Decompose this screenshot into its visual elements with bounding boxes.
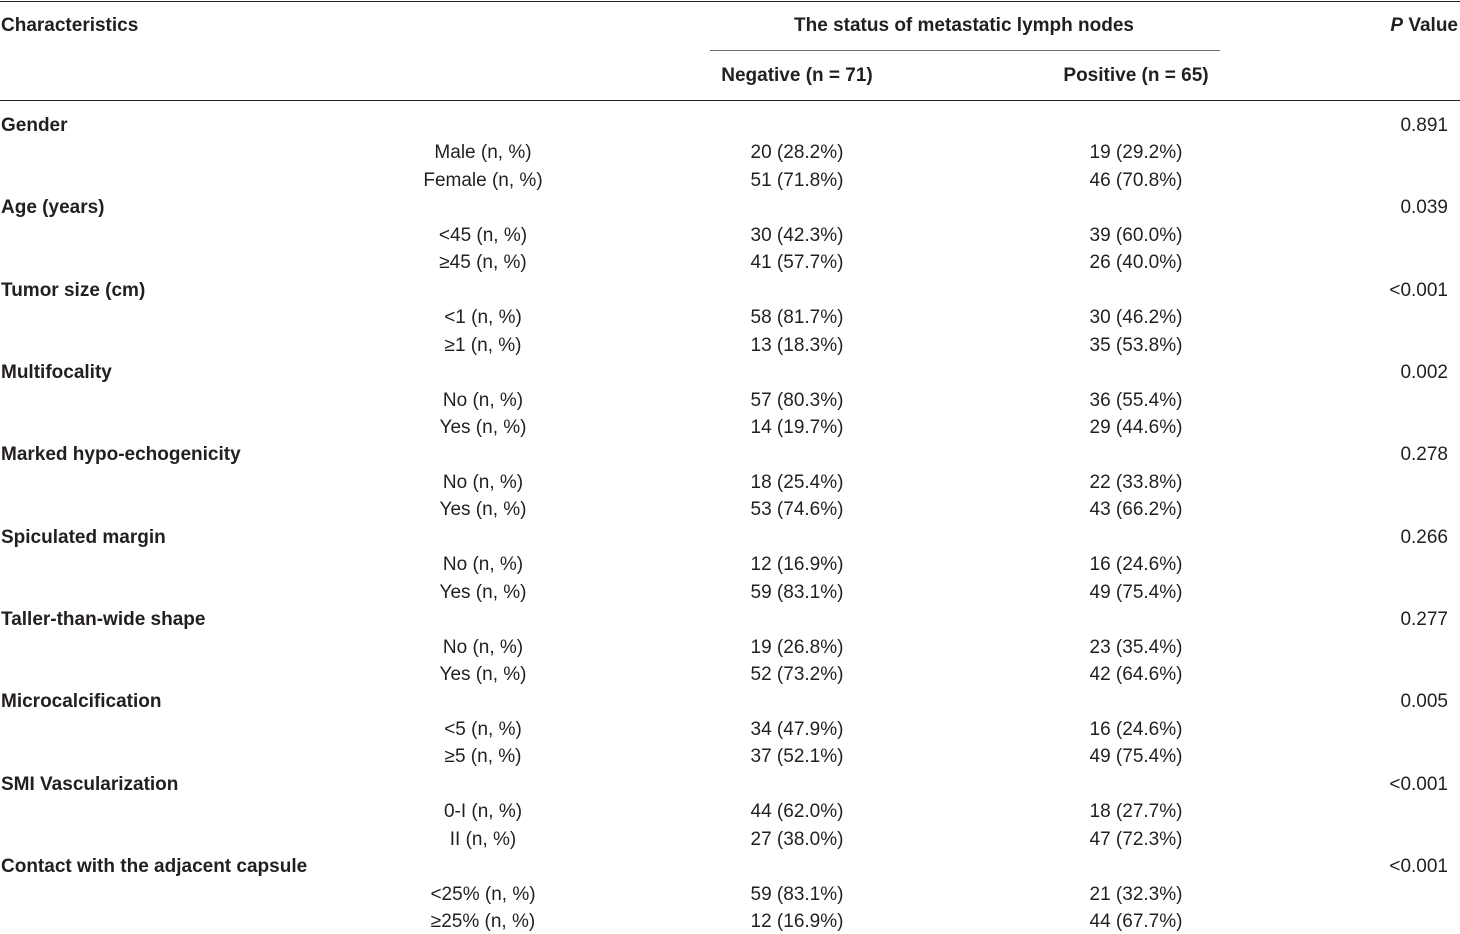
header-p-letter: P [1390, 15, 1404, 36]
p-value: 0.278 [1400, 444, 1448, 465]
subgroup-label: Yes (n, %) [439, 582, 527, 603]
p-value: 0.277 [1400, 609, 1448, 630]
positive-value: 21 (32.3%) [1089, 884, 1183, 905]
p-value: 0.005 [1400, 691, 1448, 712]
negative-value: 52 (73.2%) [750, 664, 844, 685]
category-label: Marked hypo-echogenicity [1, 444, 241, 465]
positive-value: 16 (24.6%) [1089, 719, 1183, 740]
p-value: 0.266 [1400, 527, 1448, 548]
negative-value: 13 (18.3%) [750, 335, 844, 356]
positive-value: 29 (44.6%) [1089, 417, 1183, 438]
positive-value: 46 (70.8%) [1089, 170, 1183, 191]
positive-value: 43 (66.2%) [1089, 499, 1183, 520]
subgroup-label: Yes (n, %) [439, 417, 527, 438]
subgroup-label: <5 (n, %) [444, 719, 522, 740]
positive-value: 16 (24.6%) [1089, 554, 1183, 575]
header-value-word: Value [1403, 15, 1458, 36]
negative-value: 14 (19.7%) [750, 417, 844, 438]
category-label: Contact with the adjacent capsule [1, 856, 308, 877]
positive-value: 49 (75.4%) [1089, 746, 1183, 767]
p-value: 0.002 [1400, 362, 1448, 383]
positive-value: 42 (64.6%) [1089, 664, 1183, 685]
negative-value: 59 (83.1%) [750, 582, 844, 603]
positive-value: 49 (75.4%) [1089, 582, 1183, 603]
positive-value: 26 (40.0%) [1089, 252, 1183, 273]
positive-value: 18 (27.7%) [1089, 801, 1183, 822]
category-label: Microcalcification [1, 691, 162, 712]
header-positive: Positive (n = 65) [1063, 65, 1209, 86]
subgroup-label: ≥1 (n, %) [444, 335, 522, 356]
negative-value: 20 (28.2%) [750, 142, 844, 163]
negative-value: 44 (62.0%) [750, 801, 844, 822]
subgroup-label: II (n, %) [449, 829, 517, 850]
header-characteristics: Characteristics [1, 15, 139, 36]
positive-value: 23 (35.4%) [1089, 637, 1183, 658]
positive-value: 47 (72.3%) [1089, 829, 1183, 850]
header-negative: Negative (n = 71) [721, 65, 873, 86]
positive-value: 22 (33.8%) [1089, 472, 1183, 493]
positive-value: 30 (46.2%) [1089, 307, 1183, 328]
positive-value: 39 (60.0%) [1089, 225, 1183, 246]
negative-value: 27 (38.0%) [750, 829, 844, 850]
category-label: Age (years) [1, 197, 105, 218]
subgroup-label: No (n, %) [442, 390, 524, 411]
negative-value: 12 (16.9%) [750, 554, 844, 575]
category-label: Tumor size (cm) [1, 280, 146, 301]
negative-value: 12 (16.9%) [750, 911, 844, 932]
subgroup-label: ≥45 (n, %) [439, 252, 527, 273]
category-label: SMI Vascularization [1, 774, 179, 795]
subgroup-label: Yes (n, %) [439, 499, 527, 520]
positive-value: 19 (29.2%) [1089, 142, 1183, 163]
positive-value: 44 (67.7%) [1089, 911, 1183, 932]
subgroup-label: Female (n, %) [423, 170, 543, 191]
negative-value: 19 (26.8%) [750, 637, 844, 658]
subgroup-label: ≥5 (n, %) [444, 746, 522, 767]
header-status-group: The status of metastatic lymph nodes [794, 15, 1134, 36]
subgroup-label: Yes (n, %) [439, 664, 527, 685]
subgroup-label: <45 (n, %) [438, 225, 528, 246]
negative-value: 57 (80.3%) [750, 390, 844, 411]
subgroup-label: No (n, %) [442, 554, 524, 575]
subgroup-label: No (n, %) [442, 637, 524, 658]
p-value: 0.891 [1400, 115, 1448, 136]
negative-value: 37 (52.1%) [750, 746, 844, 767]
negative-value: 30 (42.3%) [750, 225, 844, 246]
p-value: 0.039 [1400, 197, 1448, 218]
positive-value: 35 (53.8%) [1089, 335, 1183, 356]
subgroup-label: <25% (n, %) [430, 884, 536, 905]
p-value: <0.001 [1389, 774, 1448, 795]
category-label: Multifocality [1, 362, 112, 383]
subgroup-label: Male (n, %) [434, 142, 532, 163]
positive-value: 36 (55.4%) [1089, 390, 1183, 411]
negative-value: 53 (74.6%) [750, 499, 844, 520]
negative-value: 18 (25.4%) [750, 472, 844, 493]
subgroup-label: ≥25% (n, %) [430, 911, 536, 932]
subgroup-label: <1 (n, %) [444, 307, 522, 328]
category-label: Gender [1, 115, 68, 136]
p-value: <0.001 [1389, 856, 1448, 877]
negative-value: 41 (57.7%) [750, 252, 844, 273]
negative-value: 51 (71.8%) [750, 170, 844, 191]
category-label: Spiculated margin [1, 527, 166, 548]
negative-value: 58 (81.7%) [750, 307, 844, 328]
negative-value: 59 (83.1%) [750, 884, 844, 905]
category-label: Taller-than-wide shape [1, 609, 206, 630]
subgroup-label: No (n, %) [442, 472, 524, 493]
p-value: <0.001 [1389, 280, 1448, 301]
subgroup-label: 0-I (n, %) [443, 801, 523, 822]
negative-value: 34 (47.9%) [750, 719, 844, 740]
